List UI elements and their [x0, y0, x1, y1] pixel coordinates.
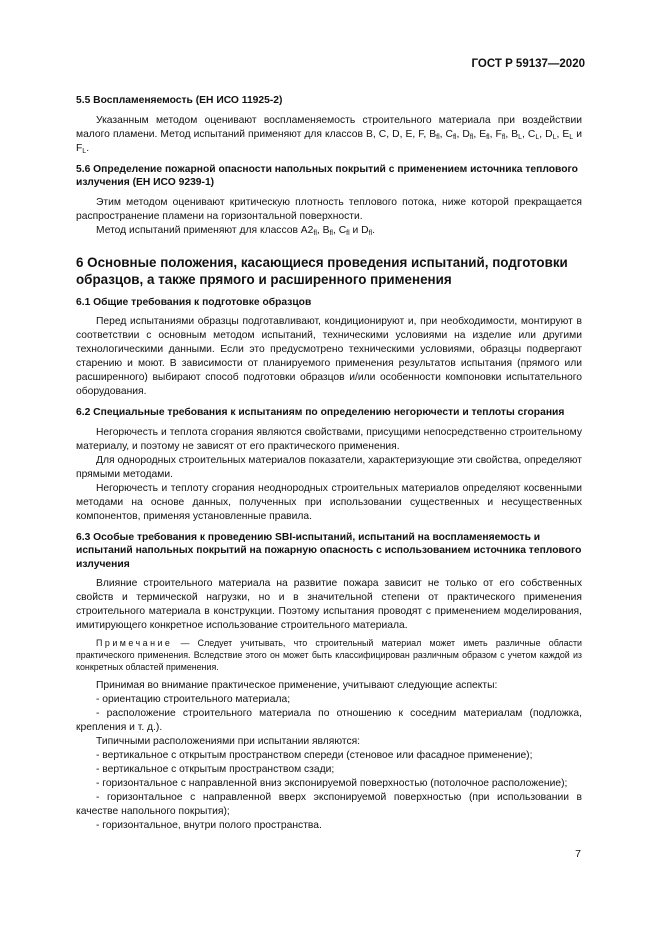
section-6-3-paragraph-3: Типичными расположениями при испытании являются: — [96, 736, 361, 747]
section-6-3-heading: 6.3 Особые требования к проведению SBI-испытаний, испытаний на воспламеняемость и испытаний напольных покрытий на пожарную опасность с использованием источника теплового излучения — [76, 531, 582, 570]
section-5-6-paragraph-1: Этим методом оценивают критическую плотность теплового потока, ниже которой прекращается распространение пламени на горизонтальной поверхности. — [76, 196, 582, 222]
section-6-heading: 6 Основные положения, касающиеся проведения испытаний, подготовки образцов, а также прямого и расширенного применения — [76, 254, 568, 287]
note — [76, 637, 582, 673]
note-text: — Следует учитывать, что строительный материал может иметь различные области практического применения. Вследствие этого он может быть классифицирован различным образом с учетом каждой из конкретных областей применения. — [76, 638, 582, 672]
section-5-6-paragraph-2: Метод испытаний применяют для классов $A2_{fl}$, $B_{fl}$, $C_{fl}$ и $D_{fl}$. — [96, 224, 375, 237]
aspect-item: - расположение строительного материала по отношению к соседним материалам (подложка, крепления и т. д.). — [76, 708, 582, 733]
section-6-2-paragraph-3: Негорючесть и теплоту сгорания неоднородных строительных материалов определяют косвенными методами на основе данных, полученных при использовании существенных и несущественных компонентов, применяя установленные правила. — [76, 482, 582, 522]
section-6-1-heading: 6.1 Общие требования к подготовке образцов — [76, 296, 312, 308]
document-id: ГОСТ Р 59137—2020 — [471, 58, 585, 70]
section-6-2-heading: 6.2 Специальные требования к испытаниям по определению негорючести и теплоты сгорания — [76, 407, 565, 418]
section-5-5-heading: 5.5 Воспламеняемость (ЕН ИСО 11925-2) — [76, 95, 283, 106]
section-6-1-paragraph: Перед испытаниями образцы подготавливают, кондиционируют и, при необходимости, монтируют в соответствии с основным методом испытаний, техническими условиями на изделие или другими технологическими данными. Если это предусмотрено техническими условиями, образцы подвергают старению и моют. В зависимости от планируемого применения результатов испытания (прямого или расширенного) выбирают способ подготовки образцов и/или особенности компоновки испытательного оборудования. — [76, 316, 582, 397]
position-item: - вертикальное с открытым пространством спереди (стеновое или фасадное применение); — [96, 750, 533, 761]
position-item: - горизонтальное с направленной вниз экспонируемой поверхностью (потолочное расположение); — [96, 778, 568, 789]
position-item: - горизонтальное, внутри полого пространства. — [96, 820, 322, 831]
position-item: - вертикальное с открытым пространством сзади; — [96, 764, 335, 775]
note-label: Примечание — [96, 638, 173, 648]
section-6-3-paragraph-1: Влияние строительного материала на развитие пожара зависит не только от его собственных свойств и термической нагрузки, но и в значительной степени от практического применения строительного материала в конструкции. Поэтому испытания проводят с применением моделирования, имитирующего конкретное использование строительного материала. — [76, 578, 582, 631]
section-6-2-paragraph-2: Для однородных строительных материалов показатели, характеризующие эти свойства, определяют прямыми методами. — [76, 454, 582, 480]
aspect-item: - ориентацию строительного материала; — [96, 694, 291, 705]
position-item: - горизонтальное с направленной вверх экспонируемой поверхностью (при использовании в качестве напольного покрытия); — [76, 792, 582, 817]
section-6-3-paragraph-2: Принимая во внимание практическое применение, учитывают следующие аспекты: — [96, 680, 498, 691]
section-5-6-heading: 5.6 Определение пожарной опасности напольных покрытий с применением источника теплового излучения (ЕН ИСО 9239-1) — [76, 163, 578, 188]
page-number: 7 — [575, 848, 581, 860]
section-5-5-paragraph: Указанным методом оценивают воспламеняемость строительного материала при воздействии малого пламени. Метод испытаний применяют для классов B, C, D, E, F, $B_{fl}$, $C_{fl}$, $D_{fl}$, $E_{fl}$, $F_{fl}$, $B_L$, $C_L$, $D_L$, $E_L$ и $F_L$. — [76, 114, 582, 155]
document-body — [76, 94, 582, 833]
section-6-2-paragraph-1: Негорючесть и теплота сгорания являются свойствами, присущими непосредственно строительному материалу, и поэтому не зависят от его практического применения. — [76, 426, 582, 452]
